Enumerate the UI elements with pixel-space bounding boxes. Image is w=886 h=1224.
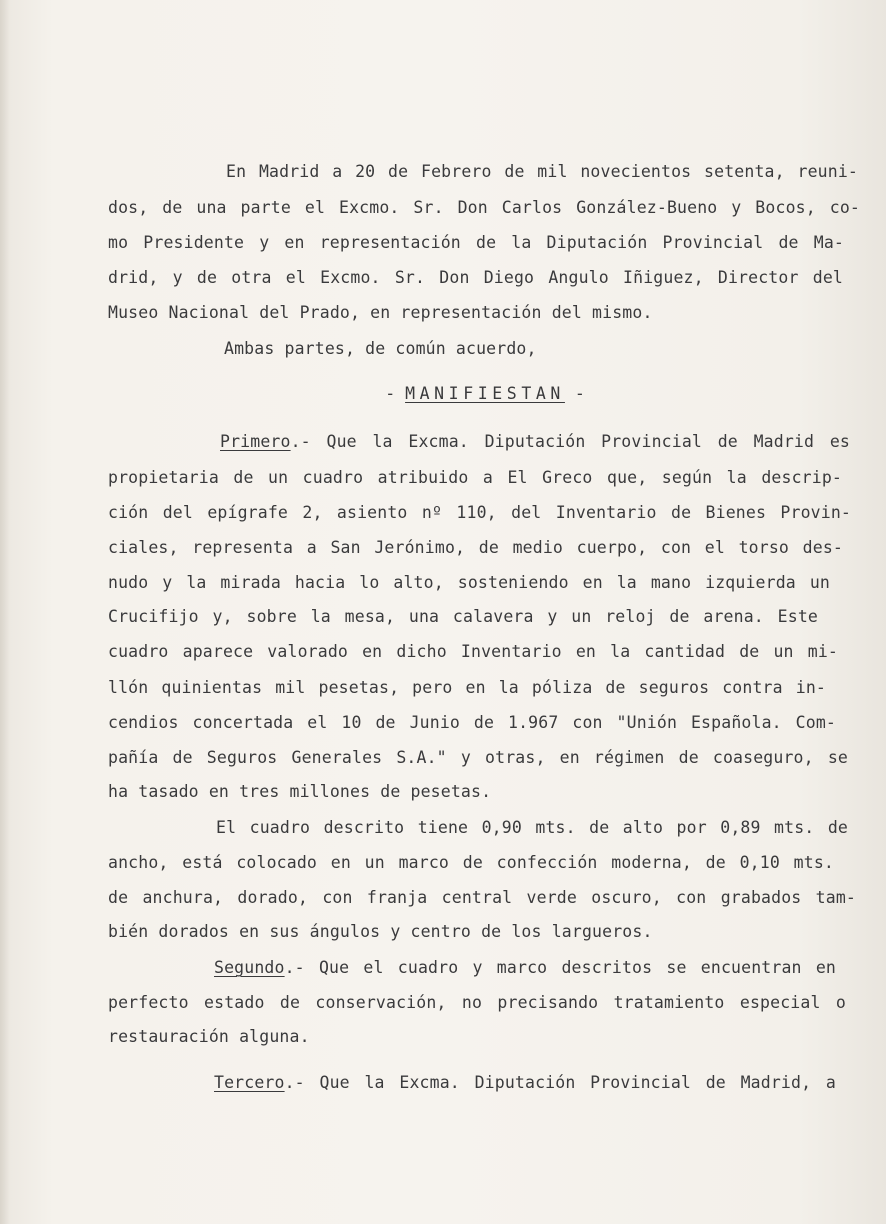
clause-tercero-first-line	[214, 1073, 836, 1093]
clause-lead-text: .- Que la Excma. Diputación Provincial de Madrid es	[290, 432, 850, 451]
clause-label-segundo: Segundo	[214, 958, 285, 977]
heading-dash-left: -	[385, 384, 396, 403]
text-line: cendios concertada el 10 de Junio de 1.967 con "Unión Española. Com-	[108, 713, 836, 732]
text-line: En Madrid a 20 de Febrero de mil novecientos setenta, reuni-	[226, 162, 858, 181]
text-line: Museo Nacional del Prado, en representación del mismo.	[108, 303, 653, 322]
text-line: de anchura, dorado, con franja central verde oscuro, con grabados tam-	[108, 888, 856, 907]
text-line: cuadro aparece valorado en dicho Inventario en la cantidad de un mi-	[108, 642, 838, 661]
text-line: perfecto estado de conservación, no precisando tratamiento especial o	[108, 993, 846, 1012]
section-heading	[0, 384, 886, 404]
text-line: nudo y la mirada hacia lo alto, sosteniendo en la mano izquierda un	[108, 573, 830, 592]
text-line: restauración alguna.	[108, 1027, 310, 1046]
text-line: pañía de Seguros Generales S.A." y otras, en régimen de coaseguro, se	[108, 748, 848, 767]
text-line: mo Presidente y en representación de la Diputación Provincial de Ma-	[108, 233, 844, 252]
page-edge-shadow	[0, 0, 10, 1224]
text-line: ción del epígrafe 2, asiento nº 110, del Inventario de Bienes Provin-	[108, 503, 851, 522]
text-line: ancho, está colocado en un marco de confección moderna, de 0,10 mts.	[108, 853, 834, 872]
text-line: propietaria de un cuadro atribuido a El Greco que, según la descrip-	[108, 468, 842, 487]
clause-primero-first-line	[220, 432, 850, 452]
text-line: bién dorados en sus ángulos y centro de los largueros.	[108, 922, 653, 941]
text-line: dos, de una parte el Excmo. Sr. Don Carlos González-Bueno y Bocos, co-	[108, 198, 860, 217]
clause-lead-text: .- Que la Excma. Diputación Provincial de Madrid, a	[284, 1073, 836, 1092]
text-line: El cuadro descrito tiene 0,90 mts. de alto por 0,89 mts. de	[216, 818, 848, 837]
text-line: llón quinientas mil pesetas, pero en la póliza de seguros contra in-	[108, 678, 826, 697]
heading-dash-right: -	[574, 384, 585, 403]
text-line: ha tasado en tres millones de pesetas.	[108, 782, 492, 801]
heading-title: MANIFIESTAN	[405, 384, 565, 403]
clause-label-primero: Primero	[220, 432, 291, 451]
clause-segundo-first-line	[214, 958, 836, 978]
text-line: ciales, representa a San Jerónimo, de medio cuerpo, con el torso des-	[108, 538, 843, 557]
text-line: Ambas partes, de común acuerdo,	[224, 339, 537, 358]
text-line: drid, y de otra el Excmo. Sr. Don Diego Angulo Iñiguez, Director del	[108, 268, 843, 287]
clause-label-tercero: Tercero	[214, 1073, 285, 1092]
text-line: Crucifijo y, sobre la mesa, una calavera y un reloj de arena. Este	[108, 607, 818, 626]
clause-lead-text: .- Que el cuadro y marco descritos se encuentran en	[284, 958, 836, 977]
